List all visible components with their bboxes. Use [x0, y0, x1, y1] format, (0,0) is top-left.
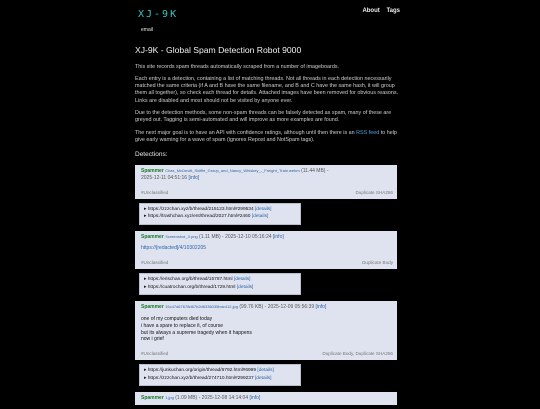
thread-url: https://zzzchan.xyz/b/thread/215123.html#299534	[147, 206, 254, 212]
detection-date: 2025-12-09 05:56:39	[267, 304, 315, 311]
detection-date: 2025-12-08 14:14:04	[201, 395, 249, 402]
site-logo[interactable]: XJ-9K	[138, 9, 179, 20]
detection-footer	[141, 260, 393, 266]
thread-url: https://trashchan.xyz/ent/thread/2027.html#2460	[147, 214, 251, 220]
info-link[interactable]: [info]	[315, 304, 327, 311]
detection-tag: #Unclassified	[141, 189, 169, 195]
file-link[interactable]: 15c47d67678d67b2d6336035bdc412.jpg	[165, 304, 238, 310]
details-link[interactable]: [details]	[236, 284, 254, 290]
thread-url: https://erischan.org/b/thread/15787.html	[147, 277, 233, 283]
file-size: (1.09 MB) -	[175, 395, 201, 402]
thread-url: https://cuatrochan.org/b/thread/1729.html	[147, 284, 236, 290]
top-bar	[0, 0, 540, 33]
spammer-label: Spammer	[141, 395, 164, 402]
detection-footer	[141, 190, 393, 196]
details-link[interactable]: [details]	[254, 206, 272, 212]
api-note-text-end: to help give early warning for a wave of spam (ignores Repost and NotSpam tags).	[135, 129, 397, 143]
thread-item: ▸ https://erischan.org/b/thread/15787.html [details]	[144, 277, 251, 283]
thread-item: ▸ https://zzzchan.xyz/b/thread/215123.html#299534 [details]	[144, 206, 272, 212]
detection-header	[141, 168, 393, 175]
nav-about-link[interactable]: About	[362, 8, 380, 14]
file-size: (11.44 MB) -	[301, 168, 329, 175]
detection-header	[141, 395, 393, 402]
api-note	[135, 130, 405, 145]
thread-item: ▸ https://junkuchan.org/origin/thread/6792.html#6999 [details]	[144, 368, 274, 374]
detection-header	[141, 304, 393, 311]
info-link[interactable]: [info]	[272, 233, 284, 240]
detection-reason: Duplicate Body	[362, 260, 393, 266]
info-link[interactable]: [info]	[249, 395, 261, 402]
detection-explanation: Each entry is a detection, containing a list of matching threads. Not all threads in each detection necessarily matched the same criteria (if A and B have the same filename, and B and C have the same hash, it will group them all together), so check each thread for details. Attached images have been removed for obvious reasons. Links are disabled and most should not be visited by anyone ever.	[135, 75, 399, 104]
post-body: one of my computers died today i have a spare to replace it, of course but its always a supreme tragedy when it happens now i grief	[141, 316, 252, 343]
post-body	[141, 245, 393, 252]
detection-card	[135, 231, 397, 270]
file-link[interactable]: Chas_McDevitt_Skiffle_Group_and_Nancy_Whiskey_-_Freight_Train.webm	[165, 168, 300, 174]
details-link[interactable]: [details]	[257, 368, 274, 374]
detection-card	[135, 301, 397, 360]
thread-item: ▸ https://zzzchan.xyz/b/thread/274710.html#299237 [details]	[144, 375, 272, 381]
detection-card	[135, 392, 397, 405]
nav-tags-link[interactable]: Tags	[386, 8, 400, 14]
info-link[interactable]: [info]	[188, 174, 200, 181]
spammer-label: Spammer	[141, 168, 164, 175]
thread-list	[139, 273, 301, 295]
file-link[interactable]: Screenshot_3.png	[165, 233, 198, 239]
detection-reason: Duplicate SHA256	[355, 189, 393, 195]
detection-date: 2025-12-10 05:16:24	[225, 233, 272, 240]
intro-paragraph: This site records spam threads automatically scraped from a number of imageboards.	[135, 63, 340, 70]
details-link[interactable]: [details]	[254, 375, 272, 381]
detection-date: 2025-12-11 04:51:16	[141, 174, 188, 181]
detection-tag: #Unclassified	[141, 260, 169, 266]
detection-tag: #Unclassified	[141, 351, 169, 357]
detections-heading: Detections:	[135, 151, 168, 159]
file-link[interactable]: 1.jpg	[165, 395, 174, 401]
detection-footer	[141, 351, 393, 357]
thread-item: ▸ https://trashchan.xyz/ent/thread/2027.html#2460 [details]	[144, 214, 269, 220]
spammer-label: Spammer	[141, 304, 164, 311]
details-link[interactable]: [details]	[251, 214, 269, 220]
page-title: XJ-9K - Global Spam Detection Robot 9000	[135, 45, 302, 55]
detection-header	[141, 234, 393, 241]
spammer-label: Spammer	[141, 233, 164, 240]
detection-card	[135, 165, 397, 199]
file-size: (99.76 KB) -	[239, 304, 267, 311]
thread-list	[139, 203, 301, 225]
detection-time-row	[141, 175, 393, 182]
thread-url: https://zzzchan.xyz/b/thread/274710.html#299237	[147, 375, 254, 381]
thread-list	[139, 364, 301, 386]
rss-feed-link[interactable]: RSS feed	[356, 129, 380, 136]
thread-url: https://junkuchan.org/origin/thread/6792.html#6999	[147, 368, 257, 374]
body-link[interactable]: https://[redacted]/4/10302205	[141, 245, 207, 252]
thread-item: ▸ https://cuatrochan.org/b/thread/1729.html [details]	[144, 284, 254, 290]
file-size: (1.11 MB) -	[199, 233, 224, 240]
main-content	[135, 45, 405, 409]
detection-reason: Duplicate Body, Duplicate SHA256	[322, 351, 393, 357]
top-nav	[357, 7, 400, 15]
false-positive-note: Due to the detection methods, some non-spam threads can be falsely detected as spam, many of these are greyed out. Tagging is semi-automated and will improve as more examples are found.	[135, 110, 392, 124]
details-link[interactable]: [details]	[233, 277, 251, 283]
api-note-text: The next major goal is to have an API with confidence ratings, although until then there is an	[135, 129, 357, 136]
email-link[interactable]: email	[141, 27, 153, 33]
